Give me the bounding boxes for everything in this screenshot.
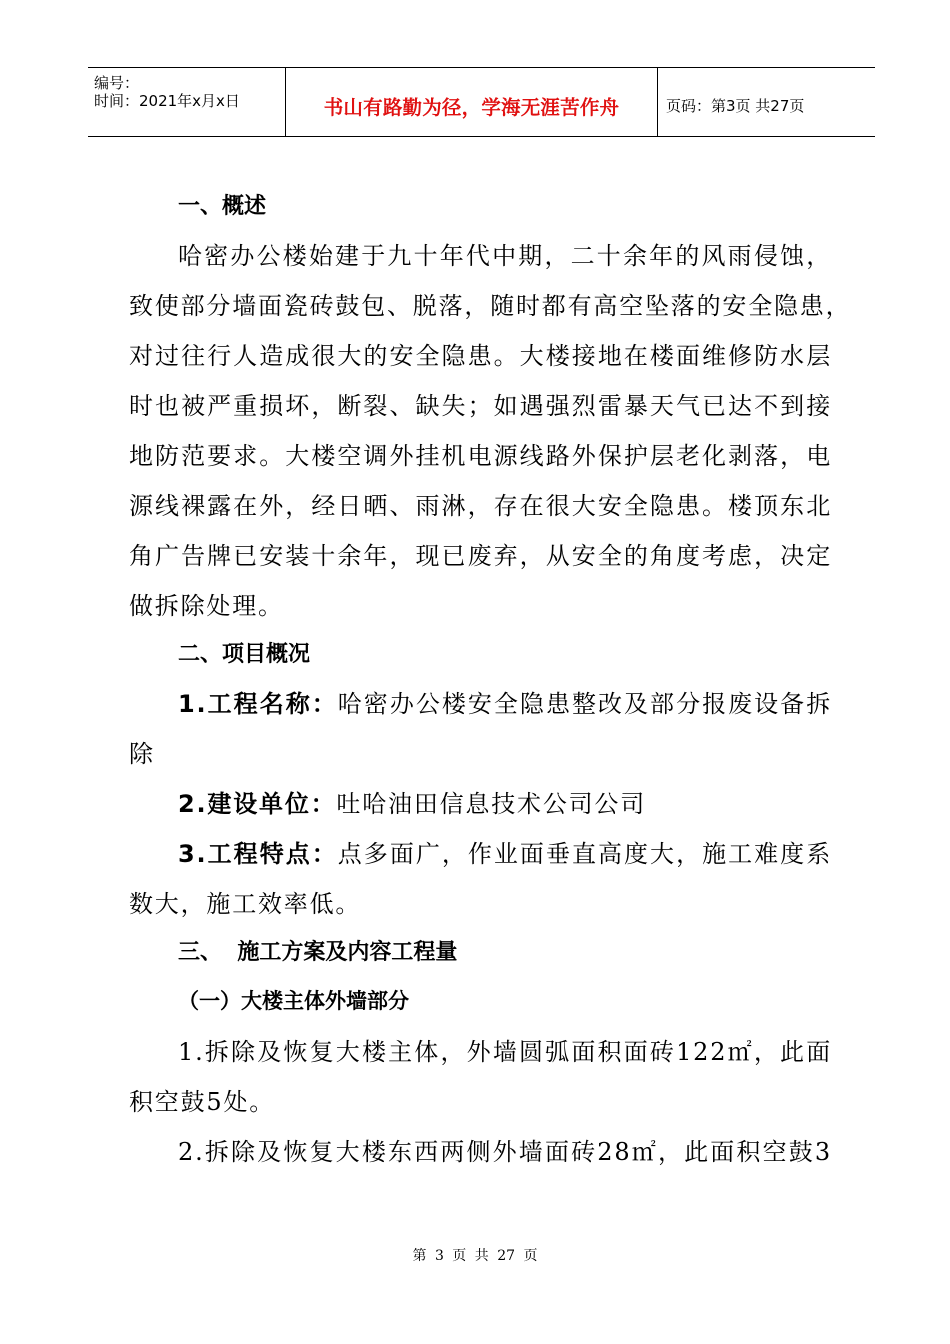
project-item-name xyxy=(178,679,832,729)
header-motto: 书山有路勤为径，学海无涯苦作舟 xyxy=(323,96,620,119)
paragraph-line: 1.拆除及恢复大楼主体，外墙圆弧面积面砖122㎡，此面 xyxy=(178,1038,832,1066)
page-footer: 第 3 页 共 27 页 xyxy=(412,1248,538,1264)
paragraph-line: 积空鼓5处。 xyxy=(129,1088,276,1116)
paragraph-line: 时也被严重损坏，断裂、缺失；如遇强烈雷暴天气已达不到接 xyxy=(129,392,832,420)
project-item-features xyxy=(178,829,832,879)
document-header xyxy=(88,67,875,137)
project-item-owner xyxy=(178,779,832,829)
header-page-cell xyxy=(658,68,875,136)
paragraph-line: 对过往行人造成很大的安全隐患。大楼接地在楼面维修防水层 xyxy=(129,342,832,370)
project-item-owner-value: 吐哈油田信息技术公司公司 xyxy=(336,790,647,818)
project-item-features-value: 点多面广，作业面垂直高度大，施工难度系 xyxy=(337,840,832,868)
header-meta-cell xyxy=(88,68,284,136)
header-motto-cell xyxy=(285,68,658,136)
project-item-name-value: 哈密办公楼安全隐患整改及部分报废设备拆 xyxy=(337,690,832,718)
paragraph-line: 角广告牌已安装十余年，现已废弃，从安全的角度考虑，决定 xyxy=(129,542,832,570)
subsection-title-exterior-wall: （一）大楼主体外墙部分 xyxy=(178,989,409,1013)
section-title-construction-plan: 三、 施工方案及内容工程量 xyxy=(178,940,458,965)
project-item-features-label: 3.工程特点： xyxy=(178,840,338,868)
section-title-project-overview: 二、项目概况 xyxy=(178,642,311,667)
project-item-owner-label: 2.建设单位： xyxy=(178,790,337,818)
paragraph-line: 致使部分墙面瓷砖鼓包、脱落，随时都有高空坠落的安全隐患， xyxy=(129,292,852,320)
paragraph-line: 数大，施工效率低。 xyxy=(129,890,362,918)
paragraph-line: 哈密办公楼始建于九十年代中期，二十余年的风雨侵蚀， xyxy=(178,242,832,270)
header-page-code: 页码：第3页 共27页 xyxy=(666,97,805,115)
project-item-name-label: 1.工程名称： xyxy=(178,690,338,718)
paragraph-line: 地防范要求。大楼空调外挂机电源线路外保护层老化剥落，电 xyxy=(129,442,832,470)
paragraph-line: 2.拆除及恢复大楼东西两侧外墙面砖28㎡，此面积空鼓3 xyxy=(178,1138,832,1166)
section-title-overview: 一、概述 xyxy=(178,194,267,219)
document-date-label: 时间：2021年x月x日 xyxy=(94,92,240,110)
paragraph-line: 除 xyxy=(129,740,155,768)
paragraph-line: 做拆除处理。 xyxy=(129,592,284,620)
paragraph-line: 源线裸露在外，经日晒、雨淋，存在很大安全隐患。楼顶东北 xyxy=(129,492,832,520)
document-number-label: 编号： xyxy=(94,74,140,92)
